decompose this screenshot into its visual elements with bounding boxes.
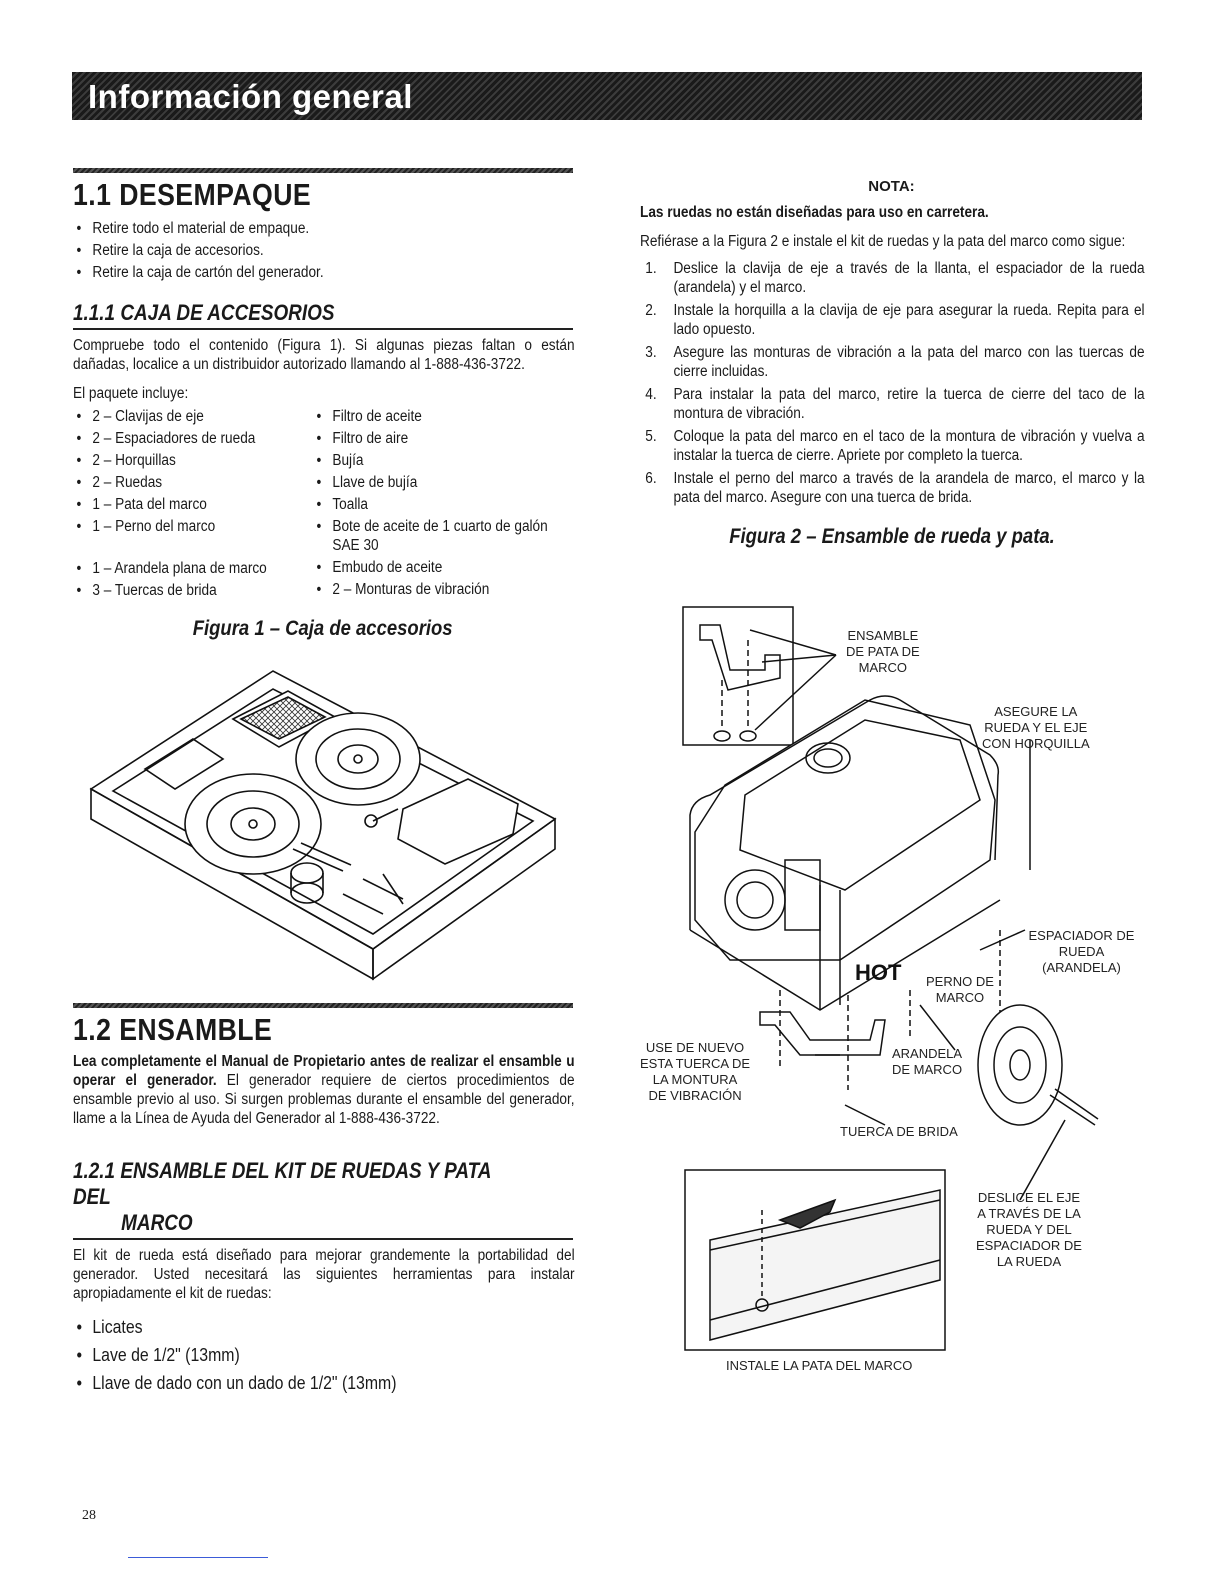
list-item: • Licates bbox=[73, 1315, 575, 1340]
list-item: • Retire la caja de accesorios. bbox=[73, 241, 575, 260]
list-item: • 2 – Clavijas de eje bbox=[73, 407, 312, 426]
list-item: • 2 – Monturas de vibración bbox=[313, 580, 568, 599]
list-item: • Bujía bbox=[313, 451, 568, 470]
list-item: • 3 – Tuercas de brida bbox=[73, 581, 312, 600]
label-use-tuerca: USE DE NUEVO ESTA TUERCA DE LA MONTURA DE VIBRACIÓN bbox=[640, 1040, 751, 1103]
desempaque-list bbox=[73, 219, 575, 282]
wheel-kit-figure bbox=[640, 600, 1143, 1390]
list-item: • 1 – Arandela plana de marco bbox=[73, 559, 312, 578]
list-item: • 1 – Pata del marco bbox=[73, 495, 312, 514]
tools-list bbox=[73, 1315, 575, 1396]
list-item: • Toalla bbox=[313, 495, 568, 514]
figure1-caption: Figura 1 – Caja de accesorios bbox=[193, 617, 453, 640]
step-item: 3. Asegure las monturas de vibración a la pata del marco con las tuercas de cierre incluidas. bbox=[645, 344, 1145, 380]
hot-logo: HOT bbox=[855, 960, 902, 985]
nota-intro: Refiérase a la Figura 2 e instale el kit de ruedas y la pata del marco como sigue: bbox=[640, 233, 1126, 250]
heading-desempaque: 1.1 DESEMPAQUE bbox=[73, 177, 312, 212]
list-item: • 1 – Perno del marco bbox=[73, 517, 312, 536]
subheading-wrap bbox=[73, 300, 573, 330]
list-item: • Llave de dado con un dado de 1/2" (13mm) bbox=[73, 1371, 575, 1396]
label-arandela: ARANDELA DE MARCO bbox=[892, 1046, 963, 1077]
accessory-box-illustration bbox=[73, 649, 573, 989]
list-item: • Retire la caja de cartón del generador. bbox=[73, 263, 575, 282]
subheading-wrap bbox=[73, 1158, 573, 1240]
heading-caja-accesorios: 1.1.1 CAJA DE ACCESORIOS bbox=[73, 300, 335, 325]
section-rule bbox=[73, 168, 573, 173]
list-item: • Lave de 1/2" (13mm) bbox=[73, 1343, 575, 1368]
step-item: 6. Instale el perno del marco a través de la arandela de marco, el marco y la pata del marco. Asegure con una tuerca de brida. bbox=[645, 470, 1145, 506]
label-ensamble-pata: ENSAMBLE DE PATA DE MARCO bbox=[846, 628, 920, 675]
caja-intro: Compruebe todo el contenido (Figura 1). Si algunas piezas faltan o están dañadas, localice a un distribuidor autorizado llamando al 1-888-436-3722. bbox=[73, 337, 575, 373]
label-espaciador: ESPACIADOR DE RUEDA (ARANDELA) bbox=[1028, 928, 1135, 975]
step-item: 1. Deslice la clavija de eje a través de la llanta, el espaciador de la rueda (arandela) y el marco. bbox=[645, 260, 1145, 296]
step-item: 4. Para instalar la pata del marco, retire la tuerca de cierre del taco de la montura de vibración. bbox=[645, 386, 1145, 422]
list-item: • 2 – Espaciadores de rueda bbox=[73, 429, 312, 448]
left-column bbox=[73, 168, 573, 1399]
kit-body: El kit de rueda está diseñado para mejorar grandemente la portabilidad del generador. Usted necesitará las siguientes herramientas para instalar apropiadamente el kit de ruedas: bbox=[73, 1247, 575, 1302]
nota-title: NOTA: bbox=[868, 178, 915, 195]
right-column bbox=[640, 168, 1143, 549]
heading-ensamble: 1.2 ENSAMBLE bbox=[73, 1012, 273, 1047]
label-perno-marco: PERNO DE MARCO bbox=[926, 974, 994, 1005]
section-rule bbox=[73, 1003, 573, 1008]
list-item: • Filtro de aire bbox=[313, 429, 568, 448]
list-item: • Retire todo el material de empaque. bbox=[73, 219, 575, 238]
ensamble-intro: Lea completamente el Manual de Propietario antes de realizar el ensamble u operar el generador. El generador requiere de ciertos procedimientos de ensamble previo al uso. Si surgen problemas durante el ensamble del generador, llame a la Línea de Ayuda del Generador al 1-888-436-3722. bbox=[73, 1053, 575, 1127]
list-item: • 2 – Ruedas bbox=[73, 473, 312, 492]
figure2-caption: Figura 2 – Ensamble de rueda y pata. bbox=[728, 525, 1055, 548]
banner-title: Información general bbox=[88, 78, 413, 115]
heading-kit-ruedas-line2: MARCO bbox=[121, 1210, 193, 1235]
list-item: • 2 – Horquillas bbox=[73, 451, 312, 470]
step-item: 2. Instale la horquilla a la clavija de eje para asegurar la rueda. Repita para el lado opuesto. bbox=[645, 302, 1145, 338]
package-label: El paquete incluye: bbox=[73, 385, 189, 402]
label-tuerca-brida: TUERCA DE BRIDA bbox=[840, 1124, 958, 1139]
footer-line bbox=[128, 1557, 268, 1558]
step-item: 5. Coloque la pata del marco en el taco de la montura de vibración y vuelva a instalar la tuerca de cierre. Apriete por completo la tuerca. bbox=[645, 428, 1145, 464]
list-item: • Embudo de aceite bbox=[313, 558, 568, 577]
label-instale-pata: INSTALE LA PATA DEL MARCO bbox=[726, 1358, 913, 1373]
section-banner bbox=[72, 72, 1142, 120]
list-item: • Filtro de aceite bbox=[313, 407, 568, 426]
page-number: 28 bbox=[82, 1508, 96, 1523]
list-item: • Bote de aceite de 1 cuarto de galón SAE 30 bbox=[313, 517, 568, 555]
package-list bbox=[73, 407, 573, 603]
label-deslice-eje: DESLICE EL EJE A TRAVÉS DE LA RUEDA Y DEL ESPACIADOR DE LA RUEDA bbox=[976, 1190, 1082, 1269]
nota-warning: Las ruedas no están diseñadas para uso en carretera. bbox=[640, 204, 989, 221]
list-item: • Llave de bujía bbox=[313, 473, 568, 492]
label-asegure-rueda: ASEGURE LA RUEDA Y EL EJE CON HORQUILLA bbox=[982, 704, 1090, 751]
steps-list bbox=[640, 259, 1145, 507]
heading-kit-ruedas: 1.2.1 ENSAMBLE DEL KIT DE RUEDAS Y PATA DEL bbox=[73, 1158, 491, 1209]
